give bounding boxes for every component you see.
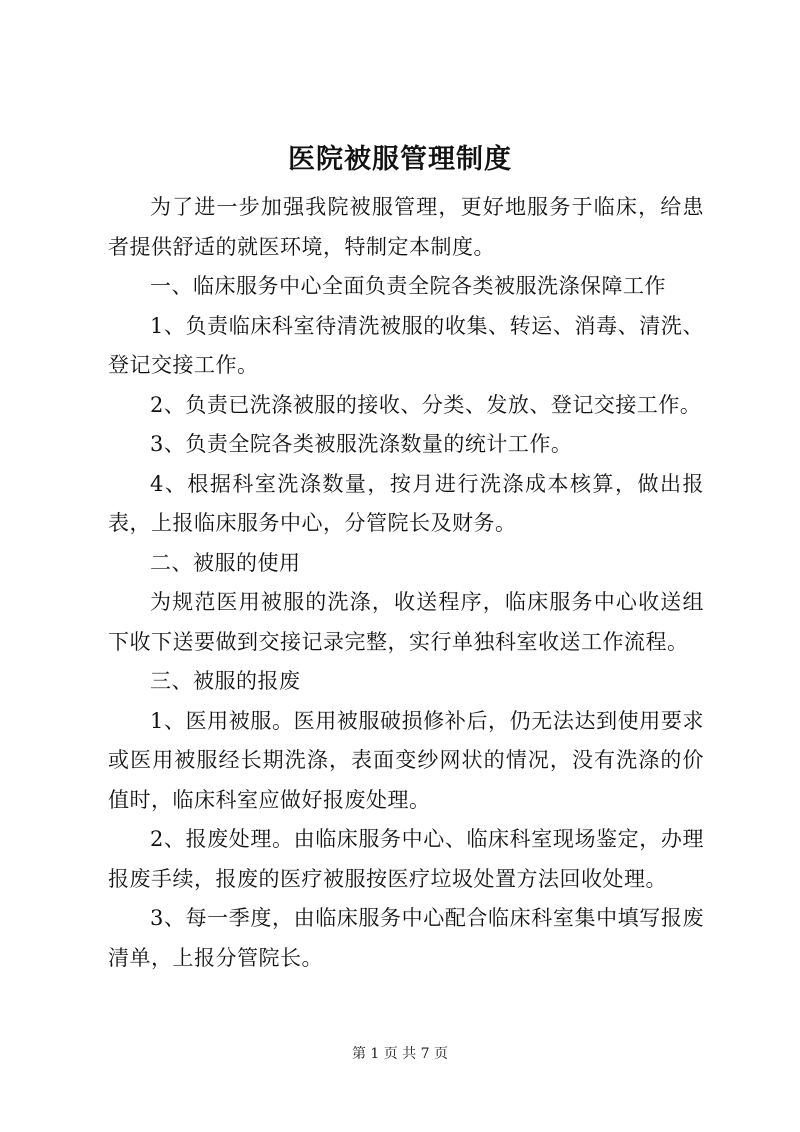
paragraph-item: 3、每一季度，由临床服务中心配合临床科室集中填写报废清单，上报分管院长。 — [108, 906, 704, 970]
paragraph-item: 为规范医用被服的洗涤，收送程序，临床服务中心收送组下收下送要做到交接记录完整，实行单独科室收送工作流程。 — [108, 590, 704, 654]
paragraph-item: 3、负责全院各类被服洗涤数量的统计工作。 — [150, 432, 573, 456]
page-number-footer: 第 1 页 共 7 页 — [351, 1046, 449, 1062]
paragraph-item: 2、负责已洗涤被服的接收、分类、发放、登记交接工作。 — [150, 392, 702, 417]
paragraph-item: 4、根据科室洗涤数量，按月进行洗涤成本核算，做出报表，上报临床服务中心，分管院长及财务。 — [108, 471, 704, 535]
section-heading-1: 一、临床服务中心全面负责全院各类被服洗涤保障工作 — [150, 274, 666, 298]
paragraph-item: 1、医用被服。医用被服破损修补后，仍无法达到使用要求或医用被服经长期洗涤，表面变纱网状的情况，没有洗涤的价值时，临床科室应做好报废处理。 — [108, 708, 704, 812]
document-title: 医院被服管理制度 — [288, 144, 512, 175]
paragraph-item: 2、报废处理。由临床服务中心、临床科室现场鉴定，办理报废手续，报废的医疗被服按医疗垃圾处置方法回收处理。 — [108, 827, 704, 891]
document-body — [108, 188, 704, 978]
section-heading-3: 三、被服的报废 — [150, 669, 301, 693]
paragraph-item: 1、负责临床科室待清洗被服的收集、转运、消毒、清洗、登记交接工作。 — [108, 313, 704, 377]
section-heading-2: 二、被服的使用 — [150, 550, 301, 575]
paragraph-intro: 为了进一步加强我院被服管理，更好地服务于临床，给患者提供舒适的就医环境，特制定本制度。 — [108, 195, 704, 259]
